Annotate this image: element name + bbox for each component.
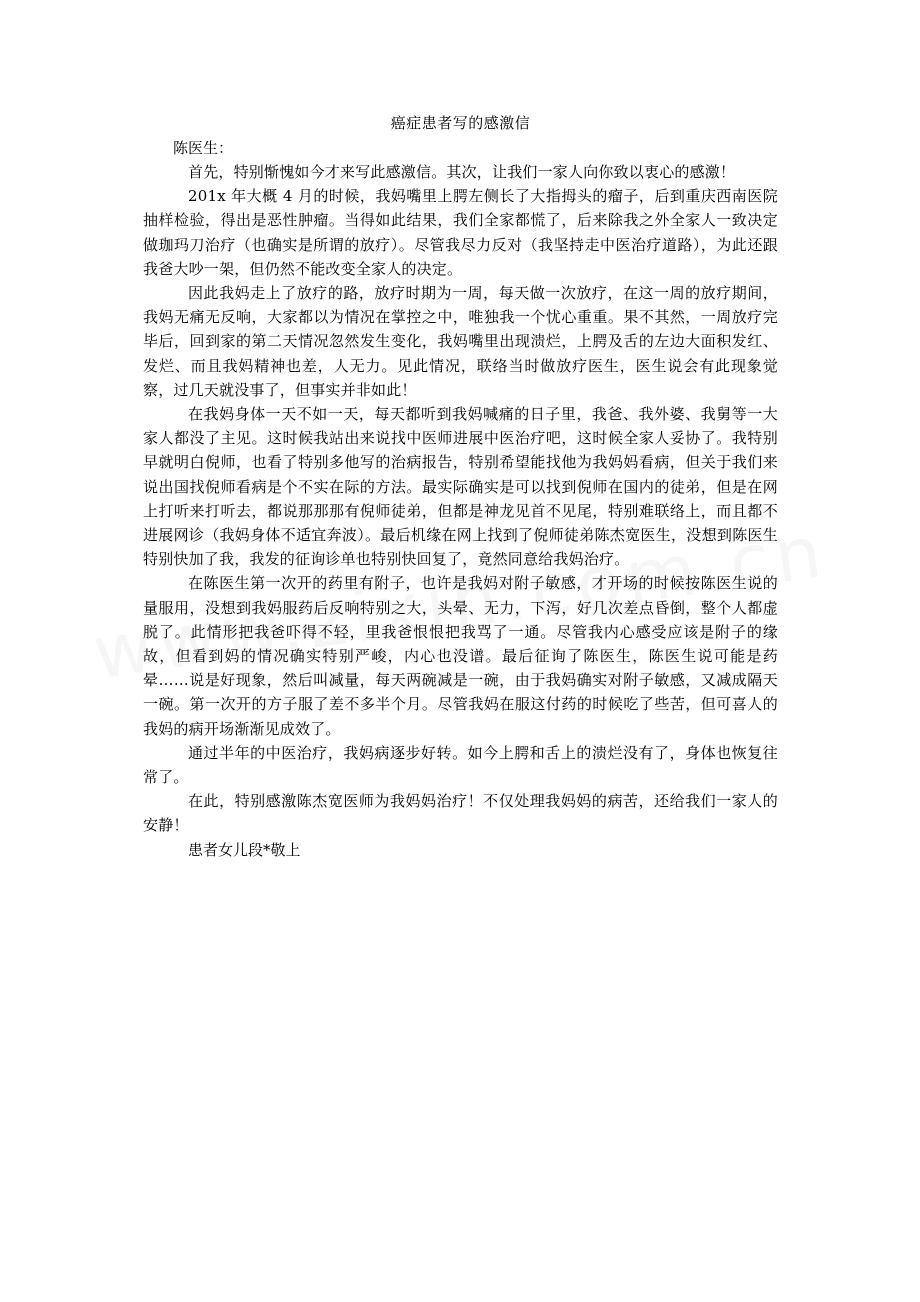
letter-paragraph-5: 在陈医生第一次开的药里有附子，也许是我妈对附子敏感，才开场的时候按陈医生说的量服用，没想到我妈服药后反响特别之大，头晕、无力，下泻，好几次差点昏倒，整个人都虚脱了。此情形把我爸吓得不轻，里我爸恨恨把我骂了一通。尽管我内心感受应该是附子的缘故，但看到妈的情况确实特别严峻，内心也没谱。最后征询了陈医生，陈医生说可能是药晕……说是好现象，然后叫减量，每天两碗减是一碗，由于我妈确实对附子敏感，又减成隔天一碗。第一次开的方子服了差不多半个月。尽管我妈在服这付药的时候吃了些苦，但可喜人的我妈的病开场渐渐见成效了。: [143, 574, 778, 738]
letter-signature: 患者女儿段*敬上: [188, 840, 301, 859]
letter-title: 癌症患者写的感激信: [390, 114, 531, 132]
letter-paragraph-3: 因此我妈走上了放疗的路，放疗时期为一周，每天做一次放疗，在这一周的放疗期间，我妈无痛无反响，大家都以为情况在掌控之中，唯独我一个忧心重重。果不其然，一周放疗完毕后，回到家的第二天情况忽然发生变化，我妈嘴里出现溃烂，上腭及舌的左边大面积发红、发烂、而且我妈精神也差，人无力。见此情况，联络当时做放疗医生，医生说会有此现象觉察，过几天就没事了，但事实并非如此！: [143, 284, 778, 399]
letter-paragraph-2: 201x 年大概 4 月的时候，我妈嘴里上腭左侧长了大指拇头的瘤子，后到重庆西南医院抽样检验，得出是恶性肿瘤。当得如此结果，我们全家都慌了，后来除我之外全家人一致决定做珈玛刀治疗（也确实是所谓的放疗）。尽管我尽力反对（我坚持走中医治疗道路），为此还跟我爸大吵一架，但仍然不能改变全家人的决定。: [143, 187, 778, 278]
letter-paragraph-6: 通过半年的中医治疗，我妈病逐步好转。如今上腭和舌上的溃烂没有了，身体也恢复往常了。: [143, 743, 778, 787]
letter-salutation: 陈医生：: [173, 139, 234, 157]
letter-paragraph-1: 首先，特别惭愧如今才来写此感激信。其次，让我们一家人向你致以衷心的感激！: [188, 163, 736, 181]
letter-page: [143, 112, 778, 862]
letter-paragraph-7: 在此，特别感激陈杰宽医师为我妈妈治疗！不仅处理我妈妈的病苦，还给我们一家人的安静！: [143, 792, 778, 835]
letter-paragraph-4: 在我妈身体一天不如一天，每天都听到我妈喊痛的日子里，我爸、我外婆、我舅等一大家人都没了主见。这时候我站出来说找中医师进展中医治疗吧，这时候全家人妥协了。我特别早就明白倪师，也看了特别多他写的治病报告，特别希望能找他为我妈妈看病，但关于我们来说出国找倪师看病是个不实在际的方法。最实际确实是可以找到倪师在国内的徒弟，但是在网上打听来打听去，都说那那那有倪师徒弟，但都是神龙见首不见尾，特别难联络上，而且都不进展网诊（我妈身体不适宜奔波）。最后机缘在网上找到了倪师徒弟陈杰宽医生，没想到陈医生特别快加了我，我发的征询诊单也特别快回复了，竟然同意给我妈治疗。: [143, 405, 778, 569]
